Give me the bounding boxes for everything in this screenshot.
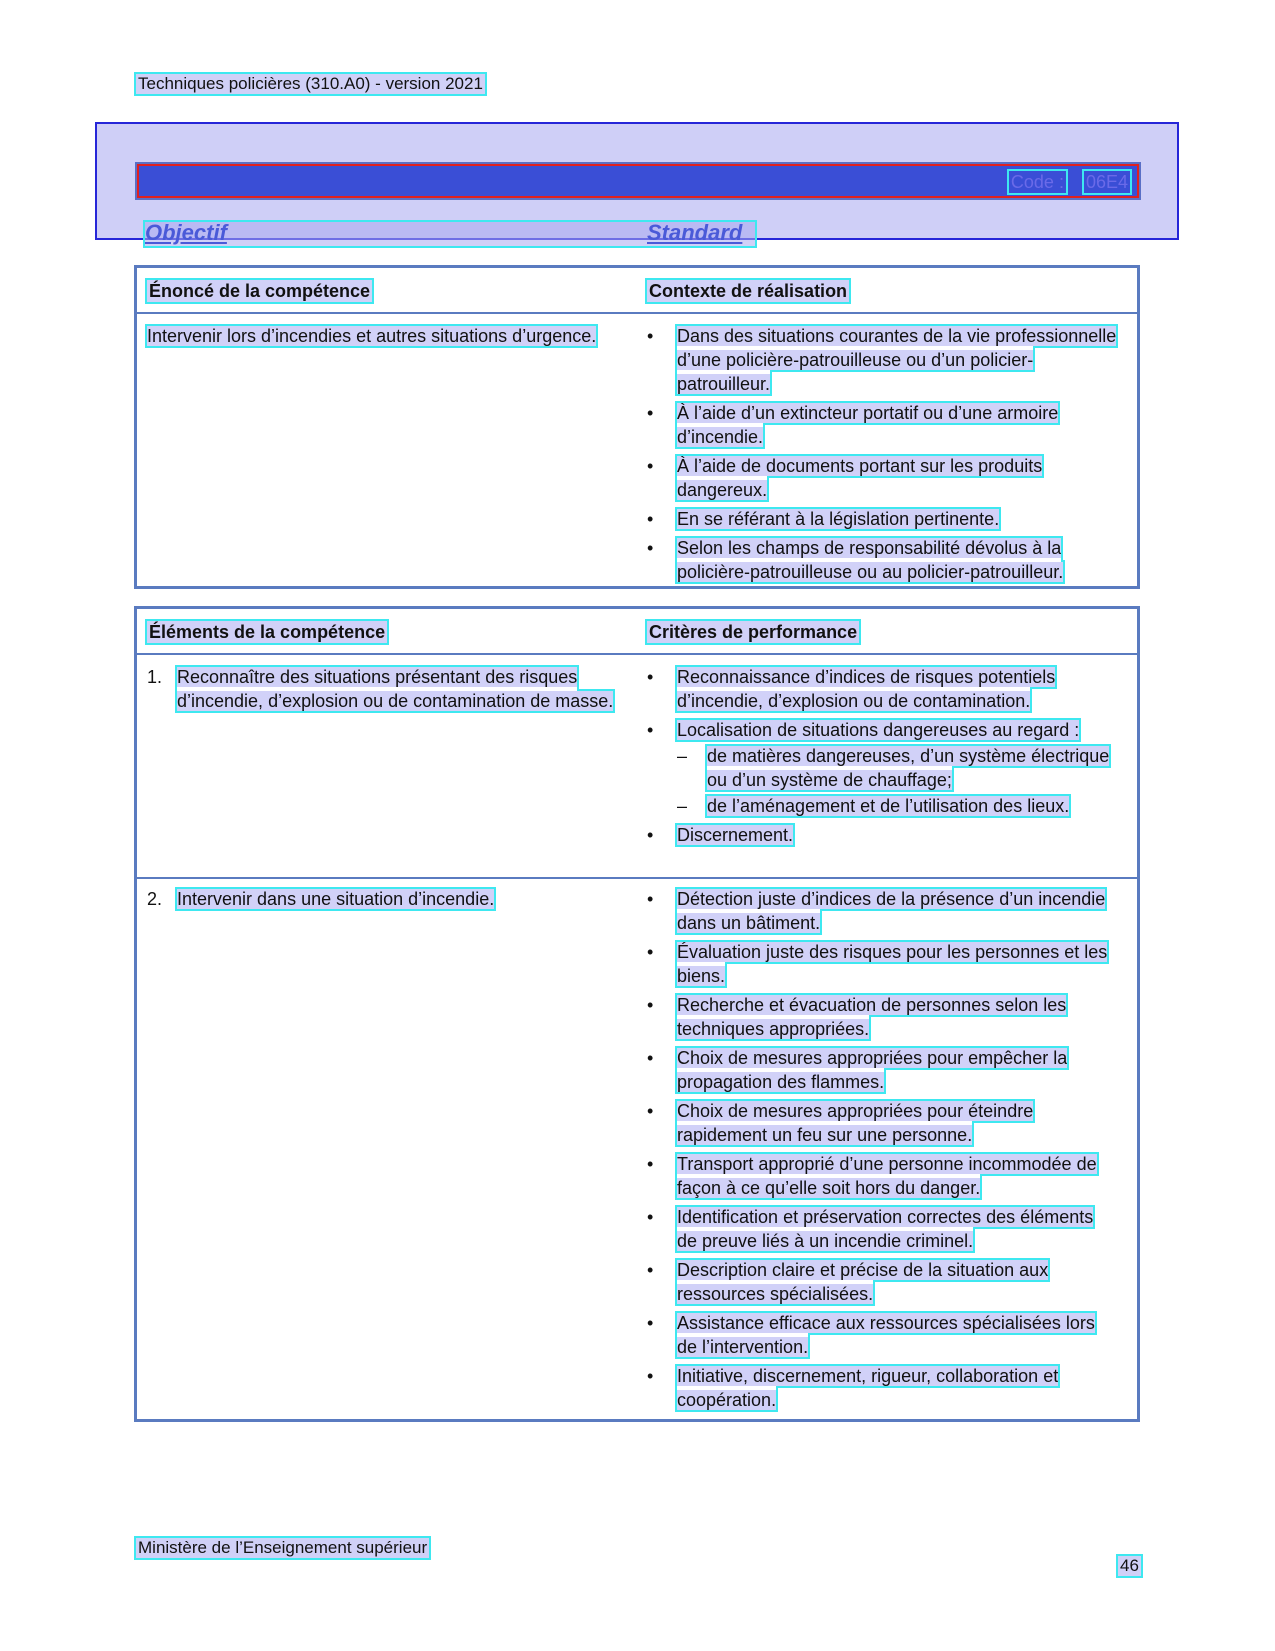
criterion-item: • Discernement.: [647, 823, 1117, 847]
context-item: • À l’aide d’un extincteur portatif ou d’une armoire d’incendie.: [647, 401, 1117, 449]
criterion-item: • Assistance efficace aux ressources spécialisées lors de l’intervention.: [647, 1311, 1117, 1359]
element-2: [147, 887, 667, 911]
element-number: 1.: [147, 667, 163, 687]
context-item: • Dans des situations courantes de la vie professionnelle d’une policière-patrouilleuse ou d’un policier-patrouilleur.: [647, 324, 1117, 396]
code-value: 06E4: [1085, 172, 1128, 192]
element-row-1: [137, 655, 1137, 877]
footer-ministry: Ministère de l’Enseignement supérieur: [138, 1538, 428, 1557]
sub-criterion-item: – de l’aménagement et de l’utilisation des lieux.: [677, 794, 1117, 818]
realization-context: [647, 324, 1117, 589]
element-row-2: [137, 877, 1137, 1419]
page-number: 46: [1120, 1556, 1139, 1575]
criterion-item: • Localisation de situations dangereuses au regard : – de matières dangereuses, d’un système électrique ou d’un système de chauffage; – de l’aménagement et de l’utilisation des lieux.: [647, 718, 1117, 818]
statement-table-header: [137, 268, 1137, 314]
element-1: [147, 665, 667, 713]
banner-title-bar: [135, 162, 1141, 200]
element-number: 2.: [147, 889, 163, 909]
context-item: • À l’aide de documents portant sur les produits dangereux.: [647, 454, 1117, 502]
criterion-item: • Initiative, discernement, rigueur, collaboration et coopération.: [647, 1364, 1117, 1412]
competency-statement-text: Intervenir lors d’incendies et autres situations d’urgence.: [147, 326, 597, 346]
criterion-item: • Identification et préservation correctes des éléments de preuve liés à un incendie criminel.: [647, 1205, 1117, 1253]
sub-criterion-item: – de matières dangereuses, d’un système électrique ou d’un système de chauffage;: [677, 744, 1117, 792]
elements-table: [134, 606, 1140, 1422]
element-2-criteria: [647, 887, 1117, 1417]
code-label: Code :: [1010, 172, 1064, 192]
context-item: • Selon les champs de responsabilité dévolus à la policière-patrouilleuse ou au policier-patrouilleur.: [647, 536, 1117, 584]
criterion-item: • Description claire et précise de la situation aux ressources spécialisées.: [647, 1258, 1117, 1306]
context-header: Contexte de réalisation: [649, 281, 848, 301]
context-item: • En se référant à la législation pertinente.: [647, 507, 1117, 531]
criterion-item: • Choix de mesures appropriées pour empêcher la propagation des flammes.: [647, 1046, 1117, 1094]
element-text: Reconnaître des situations présentant des risques d’incendie, d’explosion ou de contamination de masse.: [177, 667, 614, 711]
standard-label: Standard: [647, 220, 743, 245]
element-1-criteria: [647, 665, 1117, 852]
criterion-item: • Recherche et évacuation de personnes selon les techniques appropriées.: [647, 993, 1117, 1041]
criterion-item: • Reconnaissance d’indices de risques potentiels d’incendie, d’explosion ou de contamination.: [647, 665, 1117, 713]
criterion-item: • Choix de mesures appropriées pour éteindre rapidement un feu sur une personne.: [647, 1099, 1117, 1147]
running-header: Techniques policières (310.A0) - version 2021: [138, 74, 483, 93]
element-text: Intervenir dans une situation d’incendie.: [177, 889, 495, 909]
competency-statement: [147, 324, 637, 348]
section-labels: [145, 220, 755, 248]
elements-header: Éléments de la compétence: [149, 622, 386, 642]
competency-code: [1009, 171, 1130, 193]
criterion-item: • Transport approprié d’une personne incommodée de façon à ce qu’elle soit hors du danger.: [647, 1152, 1117, 1200]
objective-label: Objectif: [145, 220, 227, 245]
statement-table: [134, 265, 1140, 589]
elements-table-header: [137, 609, 1137, 655]
statement-header: Énoncé de la compétence: [149, 281, 371, 301]
criterion-item: • Détection juste d’indices de la présence d’un incendie dans un bâtiment.: [647, 887, 1117, 935]
criterion-item: • Évaluation juste des risques pour les personnes et les biens.: [647, 940, 1117, 988]
criteria-header: Critères de performance: [649, 622, 858, 642]
